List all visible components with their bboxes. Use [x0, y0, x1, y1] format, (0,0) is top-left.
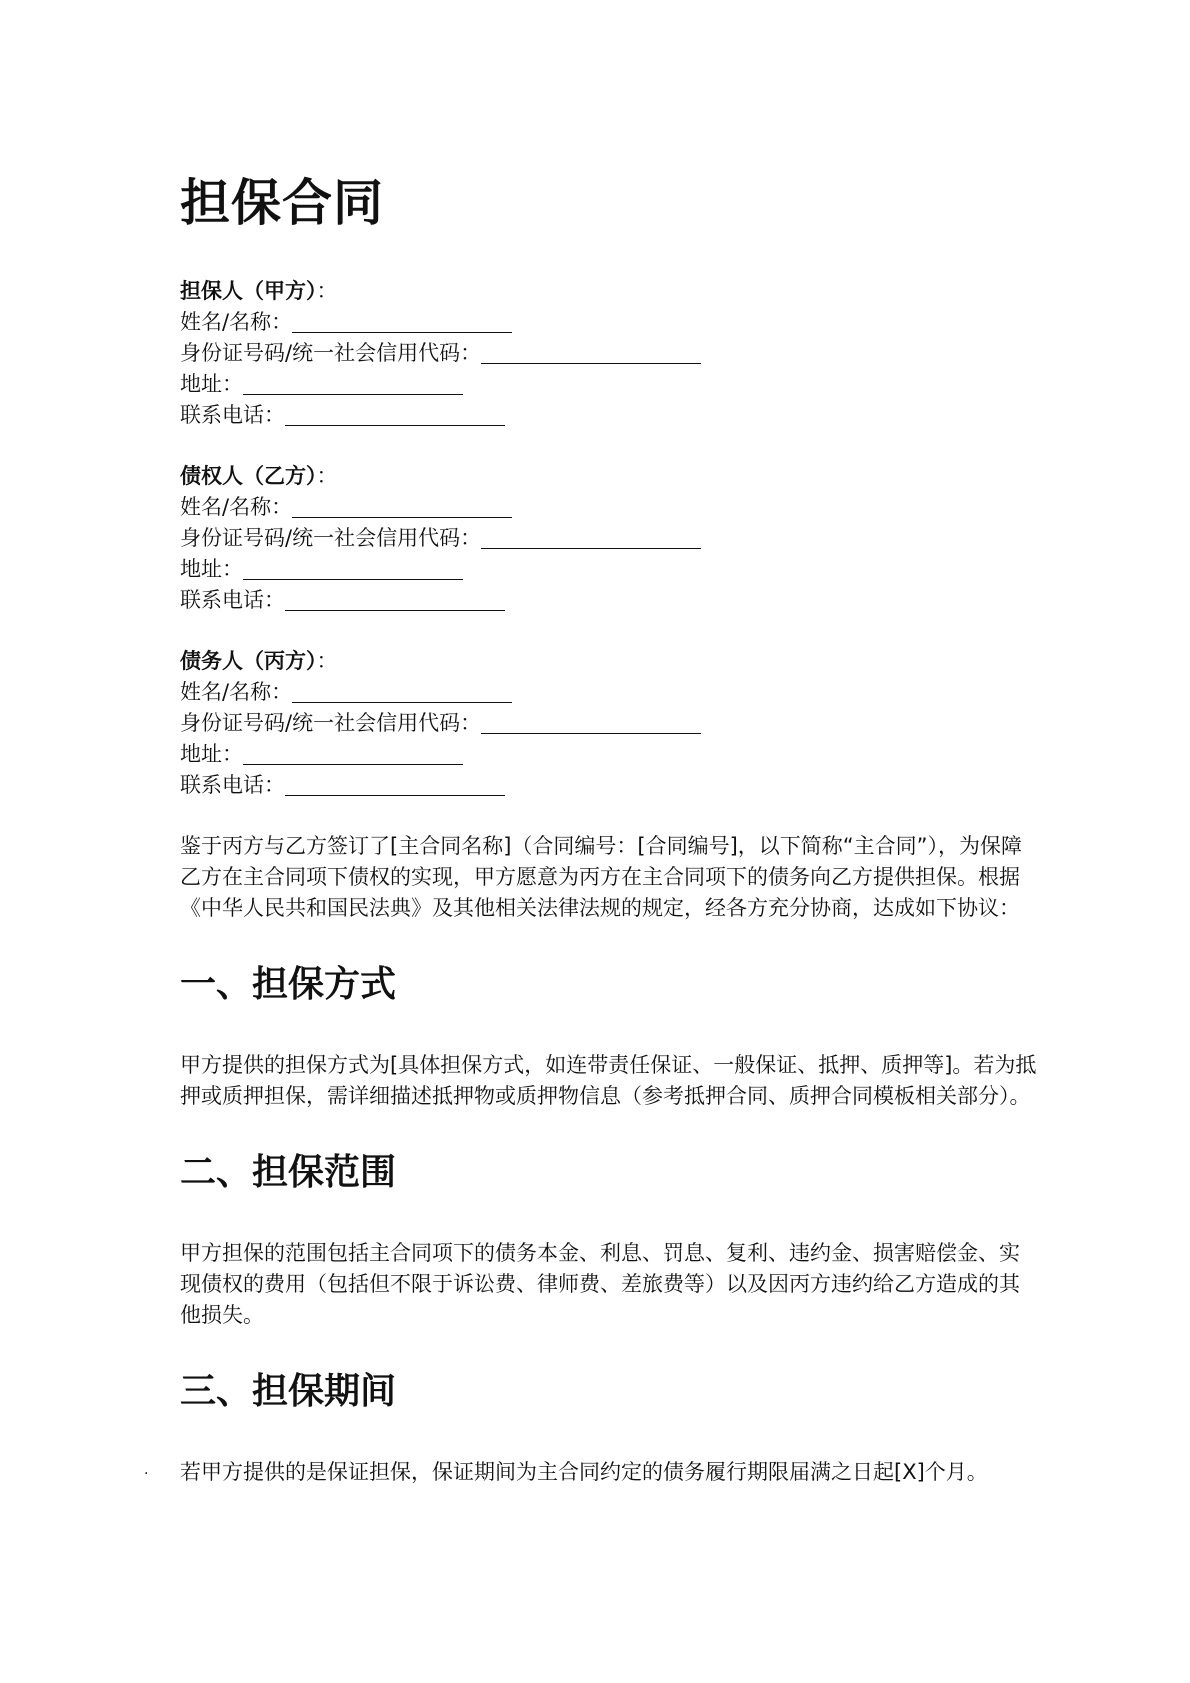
field-label: 姓名/名称： — [180, 680, 293, 704]
fill-blank[interactable] — [285, 773, 505, 796]
field-label: 联系电话： — [180, 773, 285, 797]
section-paragraph: 甲方担保的范围包括主合同项下的债务本金、利息、罚息、复利、违约金、损害赔偿金、实现债权的费用（包括但不限于诉讼费、律师费、差旅费等）以及因丙方违约给乙方造成的其他损失。 — [180, 1241, 1020, 1327]
fill-blank[interactable] — [292, 310, 512, 333]
field-label: 身份证号码/统一社会信用代码： — [180, 341, 482, 365]
party-label: 担保人（甲方） — [180, 279, 317, 303]
id-field — [180, 523, 1040, 554]
name-field — [180, 677, 1040, 708]
fill-blank[interactable] — [292, 680, 512, 703]
fill-blank[interactable] — [481, 711, 701, 734]
name-field — [180, 307, 1040, 338]
address-field — [180, 739, 1040, 770]
name-field — [180, 492, 1040, 523]
id-field — [180, 708, 1040, 739]
fill-blank[interactable] — [481, 526, 701, 549]
list-item-text: 若甲方提供的是保证担保，保证期间为主合同约定的债务履行期限届满之日起[X]个月。 — [180, 1460, 988, 1484]
fill-blank[interactable] — [292, 495, 512, 518]
section-paragraph: 甲方提供的担保方式为[具体担保方式，如连带责任保证、一般保证、抵押、质押等]。若为抵押或质押担保，需详细描述抵押物或质押物信息（参考抵押合同、质押合同模板相关部分）。 — [180, 1053, 1037, 1108]
party-label: 债权人（乙方） — [180, 464, 317, 488]
field-label: 身份证号码/统一社会信用代码： — [180, 711, 482, 735]
party-colon: ： — [316, 464, 338, 488]
list-item — [144, 1457, 1040, 1488]
field-label: 姓名/名称： — [180, 310, 293, 334]
party-heading — [180, 276, 1040, 307]
fill-blank[interactable] — [243, 742, 463, 765]
intro-paragraph: 鉴于丙方与乙方签订了[主合同名称]（合同编号：[合同编号]，以下简称“主合同”），为保障乙方在主合同项下债权的实现，甲方愿意为丙方在主合同项下的债务向乙方提供担保。根据《中华人民共和国民法典》及其他相关法律法规的规定，经各方充分协商，达成如下协议： — [180, 834, 1023, 920]
field-label: 身份证号码/统一社会信用代码： — [180, 526, 482, 550]
party-label: 债务人（丙方） — [180, 649, 317, 673]
phone-field — [180, 400, 1040, 431]
party-colon: ： — [316, 649, 338, 673]
party-heading — [180, 646, 1040, 677]
field-label: 地址： — [180, 557, 243, 581]
fill-blank[interactable] — [285, 403, 505, 426]
section-heading: 一、担保方式 — [180, 964, 397, 1005]
address-field — [180, 554, 1040, 585]
field-label: 姓名/名称： — [180, 495, 293, 519]
field-label: 地址： — [180, 372, 243, 396]
field-label: 联系电话： — [180, 588, 285, 612]
fill-blank[interactable] — [243, 557, 463, 580]
fill-blank[interactable] — [481, 341, 701, 364]
section-heading: 二、担保范围 — [180, 1152, 397, 1193]
phone-field — [180, 770, 1040, 801]
section-heading: 三、担保期间 — [180, 1371, 397, 1412]
id-field — [180, 338, 1040, 369]
address-field — [180, 369, 1040, 400]
party-guarantor — [180, 276, 1040, 431]
document-body — [144, 168, 1040, 1488]
phone-field — [180, 585, 1040, 616]
party-colon: ： — [316, 279, 338, 303]
party-heading — [180, 461, 1040, 492]
bullet-marker: · — [144, 1466, 149, 1482]
document-title: 担保合同 — [180, 174, 384, 232]
party-creditor — [180, 461, 1040, 616]
field-label: 联系电话： — [180, 403, 285, 427]
field-label: 地址： — [180, 742, 243, 766]
fill-blank[interactable] — [243, 372, 463, 395]
fill-blank[interactable] — [285, 588, 505, 611]
party-debtor — [180, 646, 1040, 801]
